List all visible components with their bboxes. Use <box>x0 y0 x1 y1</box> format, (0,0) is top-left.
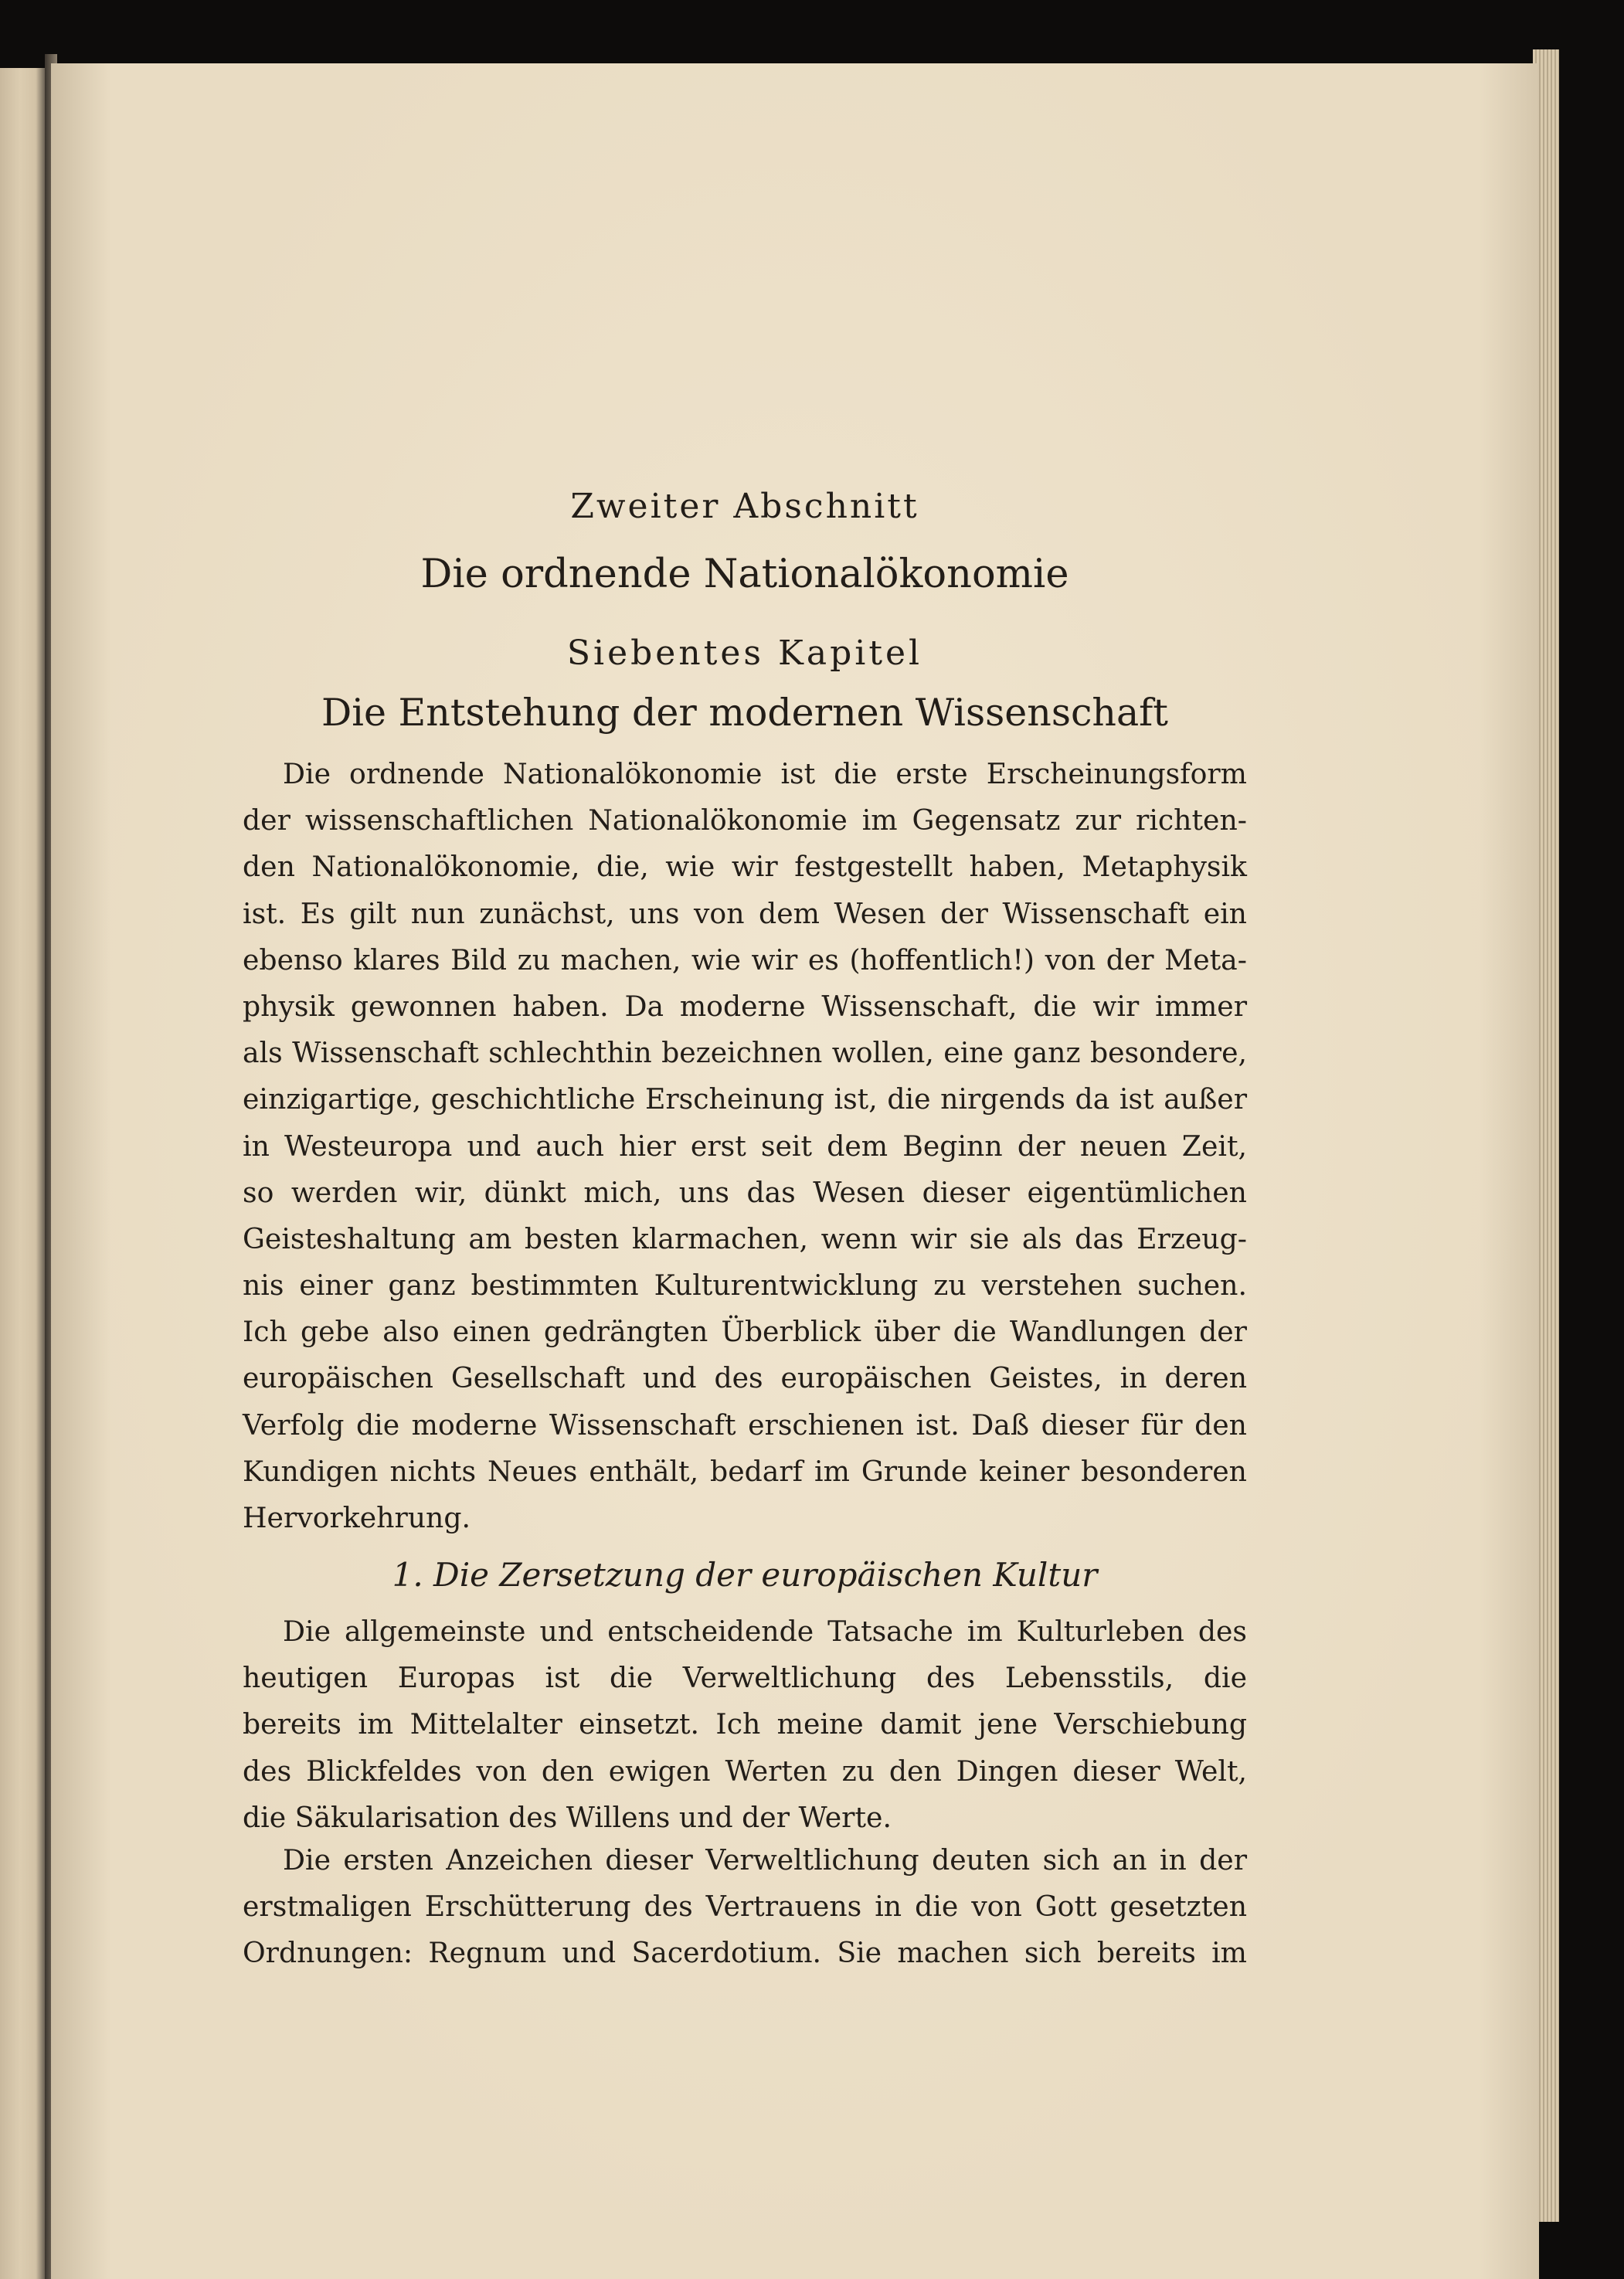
text-line: der wissenschaftlichen Nationalökonomie im Gegensatz zur richten- <box>243 803 1247 837</box>
text-line: in Westeuropa und auch hier erst seit dem Beginn der neuen Zeit, <box>243 1129 1247 1163</box>
text-line: des Blickfeldes von den ewigen Werten zu den Dingen dieser Welt, <box>243 1754 1247 1788</box>
book-page <box>51 63 1539 2279</box>
section-title: 1. Die Zersetzung der europäischen Kultur <box>392 1556 1098 1594</box>
chapter-title: Die Entstehung der modernen Wissenschaft <box>321 691 1169 735</box>
text-line: Verfolg die moderne Wissenschaft erschienen ist. Daß dieser für den <box>243 1408 1247 1442</box>
text-line: Geisteshaltung am besten klarmachen, wenn wir sie als das Erzeug- <box>243 1221 1247 1255</box>
text-line: Die ersten Anzeichen dieser Verweltlichung deuten sich an in der <box>283 1843 1247 1877</box>
text-line: Ich gebe also einen gedrängten Überblick über die Wandlungen der <box>243 1315 1247 1349</box>
text-line: Hervorkehrung. <box>243 1501 471 1534</box>
text-line: ebenso klares Bild zu machen, wie wir es (hoffentlich!) von der Meta- <box>243 943 1247 976</box>
text-line: bereits im Mittelalter einsetzt. Ich meine damit jene Verschiebung <box>243 1707 1247 1741</box>
text-line: erstmaligen Erschütterung des Vertrauens in die von Gott gesetzten <box>243 1890 1247 1924</box>
text-line: europäischen Gesellschaft und des europäischen Geistes, in deren <box>243 1361 1247 1395</box>
text-line: Ordnungen: Regnum und Sacerdotium. Sie machen sich bereits im <box>243 1936 1247 1970</box>
text-line: einzigartige, geschichtliche Erscheinung ist, die nirgends da ist außer <box>243 1082 1247 1116</box>
text-line: physik gewonnen haben. Da moderne Wissenschaft, die wir immer <box>243 989 1247 1023</box>
previous-page-edge <box>0 68 45 2279</box>
text-line: als Wissenschaft schlechthin bezeichnen wollen, eine ganz besondere, <box>243 1036 1247 1070</box>
text-line: die Säkularisation des Willens und der Werte. <box>243 1800 892 1834</box>
text-line: so werden wir, dünkt mich, uns das Wesen dieser eigentümlichen <box>243 1175 1247 1209</box>
text-line: ist. Es gilt nun zunächst, uns von dem Wesen der Wissenschaft ein <box>243 896 1247 930</box>
text-line: Kundigen nichts Neues enthält, bedarf im Grunde keiner besonderen <box>243 1454 1247 1488</box>
chapter-label: Siebentes Kapitel <box>566 633 923 673</box>
text-line: Die allgemeinste und entscheidende Tatsache im Kulturleben des <box>283 1615 1247 1648</box>
paragraph-first-signs <box>243 1837 1247 1977</box>
text-line: nis einer ganz bestimmten Kulturentwicklung zu verstehen suchen. <box>243 1269 1247 1303</box>
part-label: Zweiter Abschnitt <box>570 487 919 526</box>
text-line: heutigen Europas ist die Verweltlichung des Lebensstils, die <box>243 1661 1247 1695</box>
text-line: den Nationalökonomie, die, wie wir festgestellt haben, Metaphysik <box>243 850 1247 884</box>
paragraph-intro <box>243 751 1247 1541</box>
part-title: Die ordnende Nationalökonomie <box>420 552 1069 597</box>
text-line: Die ordnende Nationalökonomie ist die erste Erscheinungsform <box>283 757 1247 790</box>
paragraph-secularization <box>243 1608 1247 1841</box>
